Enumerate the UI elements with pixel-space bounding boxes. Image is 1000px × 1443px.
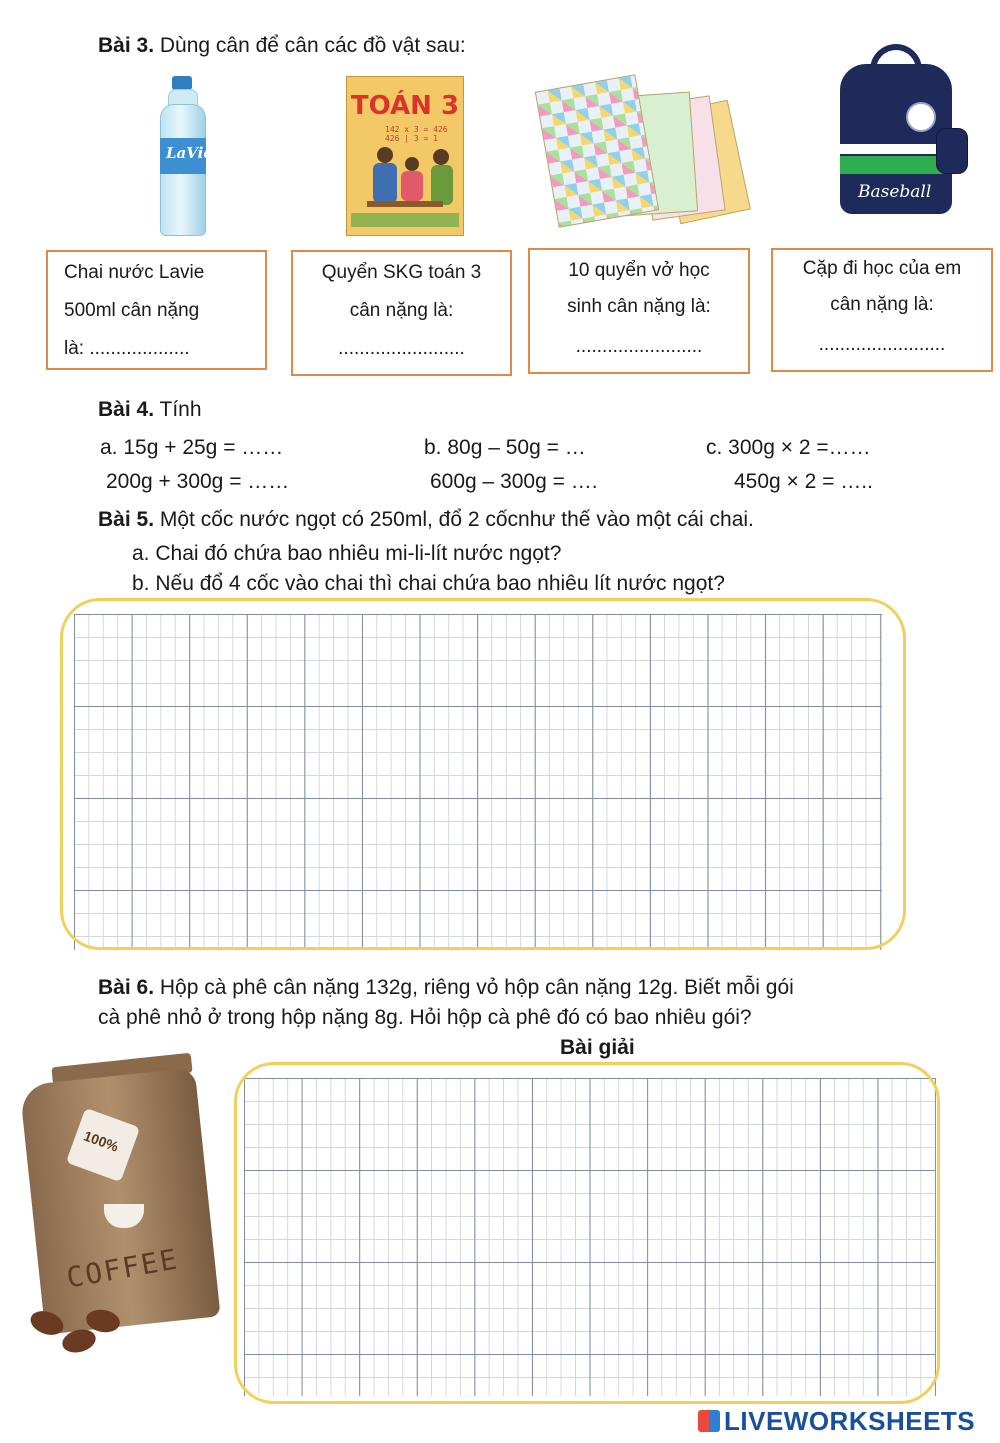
logo-text: LIVEWORKSHEETS <box>724 1406 976 1436</box>
bai4-a1[interactable]: a. 15g + 25g = …… <box>100 436 284 459</box>
bai6-heading <box>98 976 794 1000</box>
bai6-text: Hộp cà phê cân nặng 132g, riêng vỏ hộp cân nặng 12g. Biết mỗi gói <box>154 976 794 999</box>
bag-badge-icon <box>906 102 936 132</box>
box-line-1: Quyển SKG toán 3 <box>321 262 482 283</box>
coffee-label: COFFEE <box>63 1242 182 1295</box>
solution-title: Bài giải <box>560 1036 635 1059</box>
coffee-badge-text: 100% <box>81 1127 121 1155</box>
liveworksheets-logo <box>698 1406 975 1437</box>
bai4-c1[interactable]: c. 300g × 2 =…… <box>706 436 871 459</box>
bai4-b2[interactable]: 600g – 300g = …. <box>430 470 598 493</box>
book-equations <box>385 125 448 143</box>
child-body-icon <box>431 165 453 205</box>
bai4-label: Bài 4. <box>98 398 155 421</box>
logo-badge-icon <box>698 1410 720 1432</box>
bai5-text: Một cốc nước ngọt có 250ml, đổ 2 cốcnhư thế vào một cái chai. <box>154 508 754 531</box>
box-line-1: 10 quyển vở học <box>568 260 710 281</box>
box-line-2: 500ml cân nặng <box>64 300 200 321</box>
box-answer-line[interactable]: ........................ <box>818 334 946 355</box>
bottle-label <box>160 138 213 174</box>
bai6-label: Bài 6. <box>98 976 155 999</box>
bottle-brand: LaVie <box>166 144 213 162</box>
water-bottle-image <box>160 76 213 236</box>
bai5-heading <box>98 508 754 532</box>
box-answer-line[interactable]: là: ................... <box>64 338 190 359</box>
child-body-icon <box>373 163 397 203</box>
bai3-heading <box>98 34 466 58</box>
box-line-2: cân nặng là: <box>830 294 934 315</box>
notebooks-image <box>540 76 750 244</box>
child-body-icon <box>401 171 423 201</box>
bai3-label: Bài 3. <box>98 34 155 57</box>
bai4-a2[interactable]: 200g + 300g = …… <box>106 470 290 493</box>
book-eq-2: 426 | 3 = 1 <box>385 134 438 143</box>
box-line-1: Cặp đi học của em <box>802 258 962 279</box>
answer-box-bag <box>771 248 993 372</box>
bai5-label: Bài 5. <box>98 508 155 531</box>
child-head-icon <box>377 147 393 163</box>
answer-box-book <box>291 250 512 376</box>
box-line-2: cân nặng là: <box>349 300 454 321</box>
bai4-heading <box>98 398 202 422</box>
box-line-2: sinh cân nặng là: <box>567 296 711 317</box>
school-bag-image <box>840 44 970 244</box>
bai4-c2[interactable]: 450g × 2 = ….. <box>734 470 873 493</box>
box-answer-line[interactable]: ........................ <box>338 338 465 359</box>
bai5-question-b: b. Nếu đổ 4 cốc vào chai thì chai chứa bao nhiêu lít nước ngọt? <box>132 572 725 595</box>
table-icon <box>367 201 443 207</box>
answer-box-notebooks <box>528 248 750 374</box>
book-eq-1: 142 x 3 = 426 <box>385 125 448 134</box>
box-answer-line[interactable]: ........................ <box>575 336 703 357</box>
answer-box-bottle <box>46 250 267 370</box>
bai6-answer-frame <box>234 1062 940 1404</box>
bag-pouch-icon <box>936 128 968 174</box>
bottle-cap <box>172 76 192 90</box>
bai3-text: Dùng cân để cân các đồ vật sau: <box>154 34 466 57</box>
child-head-icon <box>433 149 449 165</box>
coffee-bag-body <box>19 1067 220 1334</box>
bai6-line-2: cà phê nhỏ ở trong hộp nặng 8g. Hỏi hộp cà phê đó có bao nhiêu gói? <box>98 1006 752 1029</box>
math-book-image <box>346 76 464 236</box>
book-title: TOÁN 3 <box>350 91 460 121</box>
box-line-1: Chai nước Lavie <box>64 262 205 283</box>
bai5-question-a: a. Chai đó chứa bao nhiêu mi-li-lít nước ngọt? <box>132 542 562 565</box>
bai4-b1[interactable]: b. 80g – 50g = … <box>424 436 586 459</box>
bai5-answer-frame <box>60 598 906 950</box>
coffee-bag-image <box>18 1056 218 1346</box>
book-footer-band <box>351 213 459 227</box>
child-head-icon <box>405 157 419 171</box>
bag-text: Baseball <box>858 182 932 202</box>
bai4-text: Tính <box>154 398 202 421</box>
